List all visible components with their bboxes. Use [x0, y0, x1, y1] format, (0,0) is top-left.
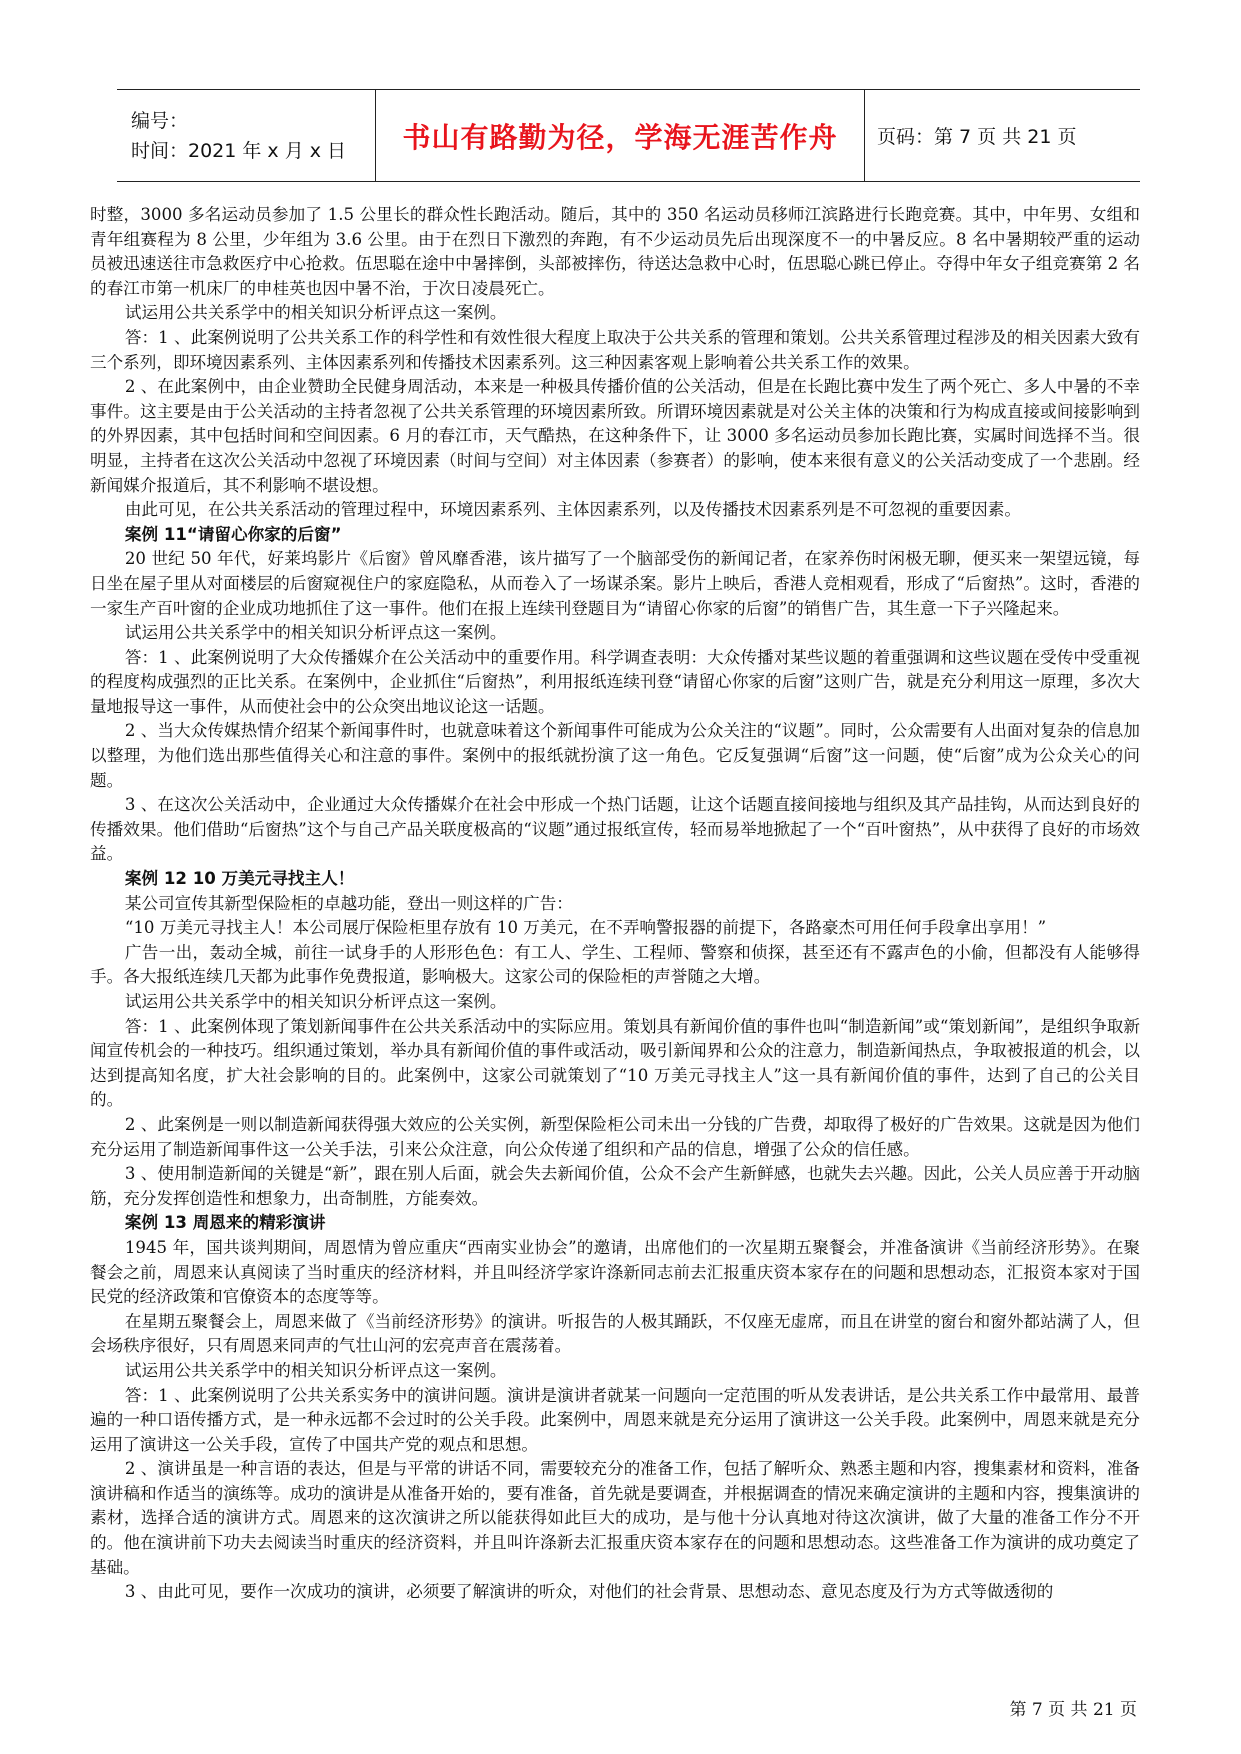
- header-info: [117, 90, 375, 181]
- paragraph: 20 世纪 50 年代，好莱坞影片《后窗》曾风靡香港，该片描写了一个脑部受伤的新闻记者，在家养伤时闲极无聊，便买来一架望远镜，每日坐在屋子里从对面楼层的后窗窥视住户的家庭隐私，从而卷入了一场谋杀案。影片上映后，香港人竞相观看，形成了“后窗热”。这时，香港的一家生产百叶窗的企业成功地抓住了这一事件。他们在报上连续刊登题目为“请留心你家的后窗”的销售广告，其生意一下子兴隆起来。: [90, 549, 1140, 618]
- serial-number-label: 编号：: [131, 109, 189, 132]
- case-heading: 案例 13 周恩来的精彩演讲: [124, 1213, 326, 1233]
- header-page-cell: [865, 90, 1076, 181]
- paragraph: 答：1 、此案例说明了公共关系工作的科学性和有效性很大程度上取决于公共关系的管理和策划。公共关系管理过程涉及的相关因素大致有三个系列，即环境因素系列、主体因素系列和传播技术因素系列。这三种因素客观上影响着公共关系工作的效果。: [90, 327, 1140, 372]
- paragraph: 1945 年，国共谈判期间，周恩情为曾应重庆“西南实业协会”的邀请，出席他们的一次星期五聚餐会，并准备演讲《当前经济形势》。在聚餐会之前，周恩来认真阅读了当时重庆的经济材料，并且叫经济学家许涤新同志前去汇报重庆资本家存在的问题和思想动态，汇报资本家对于国民党的经济政策和官僚资本的态度等等。: [90, 1237, 1140, 1307]
- paragraph: 答：1 、此案例说明了公共关系实务中的演讲问题。演讲是演讲者就某一问题向一定范围的听从发表讲话，是公共关系工作中最常用、最普遍的一种口语传播方式，是一种永远都不会过时的公关手段。此案例中，周恩来就是充分运用了演讲这一公关手段。此案例中，周恩来就是充分运用了演讲这一公关手段，宣传了中国共产党的观点和思想。: [90, 1385, 1140, 1454]
- paragraph: 答：1 、此案例体现了策划新闻事件在公共关系活动中的实际应用。策划具有新闻价值的事件也叫“制造新闻”或“策划新闻”，是组织争取新闻宣传机会的一种技巧。组织通过策划，举办具有新闻价值的事件或活动，吸引新闻界和公众的注意力，制造新闻热点，争取被报道的机会，以达到提高知名度，扩大社会影响的目的。此案例中，这家公司就策划了“10 万美元寻找主人”这一具有新闻价值的事件，达到了自己的公关目的。: [90, 1016, 1140, 1110]
- document-body: [90, 203, 1140, 1605]
- paragraph: 试运用公共关系学中的相关知识分析评点这一案例。: [124, 992, 507, 1011]
- paragraph: 3 、使用制造新闻的关键是“新”，跟在别人后面，就会失去新闻价值，公众不会产生新鲜感，也就失去兴趣。因此，公关人员应善于开动脑筋，充分发挥创造性和想象力，出奇制胜，方能奏效。: [90, 1164, 1140, 1208]
- paragraph: 试运用公共关系学中的相关知识分析评点这一案例。: [124, 623, 507, 643]
- paragraph: 时整，3000 多名运动员参加了 1.5 公里长的群众性长跑活动。随后，其中的 350 名运动员移师江滨路进行长跑竞赛。其中，中年男、女组和青年组赛程为 8 公里，少年组为 3.6 公里。由于在烈日下激烈的奔跑，有不少运动员先后出现深度不一的中暑反应。8 名中暑期较严重的运动员被迅速送往市急救医疗中心抢救。伍思聪在途中中暑摔倒，头部被摔伤，待送达急救中心时，伍思聪心跳已停止。夺得中年女子组竞赛第 2 名的春江市第一机床厂的申桂英也因中暑不治，于次日凌晨死亡。: [90, 205, 1140, 298]
- paragraph: “10 万美元寻找主人！本公司展厅保险柜里存放有 10 万美元，在不弄响警报器的前提下，各路豪杰可用任何手段拿出享用！”: [124, 918, 1047, 938]
- paragraph: 由此可见，在公共关系活动的管理过程中，环境因素系列、主体因素系列，以及传播技术因素系列是不可忽视的重要因素。: [124, 500, 1021, 520]
- case-heading: 案例 12 10 万美元寻找主人！: [124, 869, 355, 889]
- paragraph: 2 、在此案例中，由企业赞助全民健身周活动，本来是一种极具传播价值的公关活动，但是在长跑比赛中发生了两个死亡、多人中暑的不幸事件。这主要是由于公关活动的主持者忽视了公共关系管理的环境因素所致。所谓环境因素就是对公关主体的决策和行为构成直接或间接影响到的外界因素，其中包括时间和空间因素。6 月的春江市，天气酷热，在这种条件下，让 3000 多名运动员参加长跑比赛，实属时间选择不当。很明显，主持者在这次公关活动中忽视了环境因素（时间与空间）对主体因素（参赛者）的影响，使本来很有意义的公关活动变成了一个悲剧。经新闻媒介报道后，其不利影响不堪设想。: [90, 377, 1140, 495]
- header-table: [117, 89, 1140, 182]
- motto: 书山有路勤为径，学海无涯苦作舟: [402, 120, 838, 154]
- header-motto-cell: [375, 90, 865, 181]
- paragraph: 3 、由此可见，要作一次成功的演讲，必须要了解演讲的听众，对他们的社会背景、思想动态、意见态度及行为方式等做透彻的: [124, 1582, 1054, 1602]
- paragraph: 2 、此案例是一则以制造新闻获得强大效应的公关实例，新型保险柜公司未出一分钱的广告费，却取得了极好的广告效果。这就是因为他们充分运用了制造新闻事件这一公关手法，引来公众注意，向公众传递了组织和产品的信息，增强了公众的信任感。: [90, 1114, 1140, 1159]
- paragraph: 3 、在这次公关活动中，企业通过大众传播媒介在社会中形成一个热门话题，让这个话题直接间接地与组织及其产品挂钩，从而达到良好的传播效果。他们借助“后窗热”这个与自己产品关联度极高的“议题”通过报纸宣传，轻而易举地掀起了一个“百叶窗热”，从中获得了良好的市场效益。: [90, 795, 1140, 864]
- paragraph: 答：1 、此案例说明了大众传播媒介在公关活动中的重要作用。科学调查表明：大众传播对某些议题的着重强调和这些议题在受传中受重视的程度构成强烈的正比关系。在案例中，企业抓住“后窗热”，利用报纸连续刊登“请留心你家的后窗”这则广告，就是充分利用这一原理，多次大量地报导这一事件，从而使社会中的公众突出地议论这一话题。: [90, 647, 1140, 716]
- paragraph: 某公司宣传其新型保险柜的卓越功能，登出一则这样的广告：: [124, 893, 573, 913]
- paragraph: 试运用公共关系学中的相关知识分析评点这一案例。: [124, 303, 507, 323]
- paragraph: 在星期五聚餐会上，周恩来做了《当前经济形势》的演讲。听报告的人极其踊跃，不仅座无虚席，而且在讲堂的窗台和窗外都站满了人，但会场秩序很好，只有周恩来同声的气壮山河的宏亮声音在震荡着。: [90, 1311, 1140, 1356]
- paragraph: 广告一出，轰动全城，前往一试身手的人形形色色：有工人、学生、工程师、警察和侦探，甚至还有不露声色的小偷，但都没有人能够得手。各大报纸连续几天都为此事作免费报道，影响极大。这家公司的保险柜的声誉随之大增。: [90, 942, 1140, 987]
- case-heading: 案例 11“请留心你家的后窗”: [124, 524, 342, 544]
- paragraph: 试运用公共关系学中的相关知识分析评点这一案例。: [124, 1360, 507, 1380]
- date-label: 时间：2021 年 x 月 x 日: [131, 139, 347, 162]
- paragraph: 2 、当大众传媒热情介绍某个新闻事件时，也就意味着这个新闻事件可能成为公众关注的“议题”。同时，公众需要有人出面对复杂的信息加以整理，为他们选出那些值得关心和注意的事件。案例中的报纸就扮演了这一角色。它反复强调“后窗”这一问题，使“后窗”成为公众关心的问题。: [90, 721, 1140, 790]
- page-number-label: 页码：第 7 页 共 21 页: [877, 126, 1077, 148]
- page-footer: 第 7 页 共 21 页: [1009, 1700, 1137, 1720]
- paragraph: 2 、演讲虽是一种言语的表达，但是与平常的讲话不同，需要较充分的准备工作，包括了解听众、熟悉主题和内容，搜集素材和资料，准备演讲稿和作适当的演练等。成功的演讲是从准备开始的，要有准备，首先就是要调查，并根据调查的情况来确定演讲的主题和内容，搜集演讲的素材，选择合适的演讲方式。周恩来的这次演讲之所以能获得如此巨大的成功，是与他十分认真地对待这次演讲，做了大量的准备工作分不开的。他在演讲前下功夫去阅读当时重庆的经济资料，并且叫许涤新去汇报重庆资本家存在的问题和思想动态。这些准备工作为演讲的成功奠定了基础。: [90, 1459, 1140, 1577]
